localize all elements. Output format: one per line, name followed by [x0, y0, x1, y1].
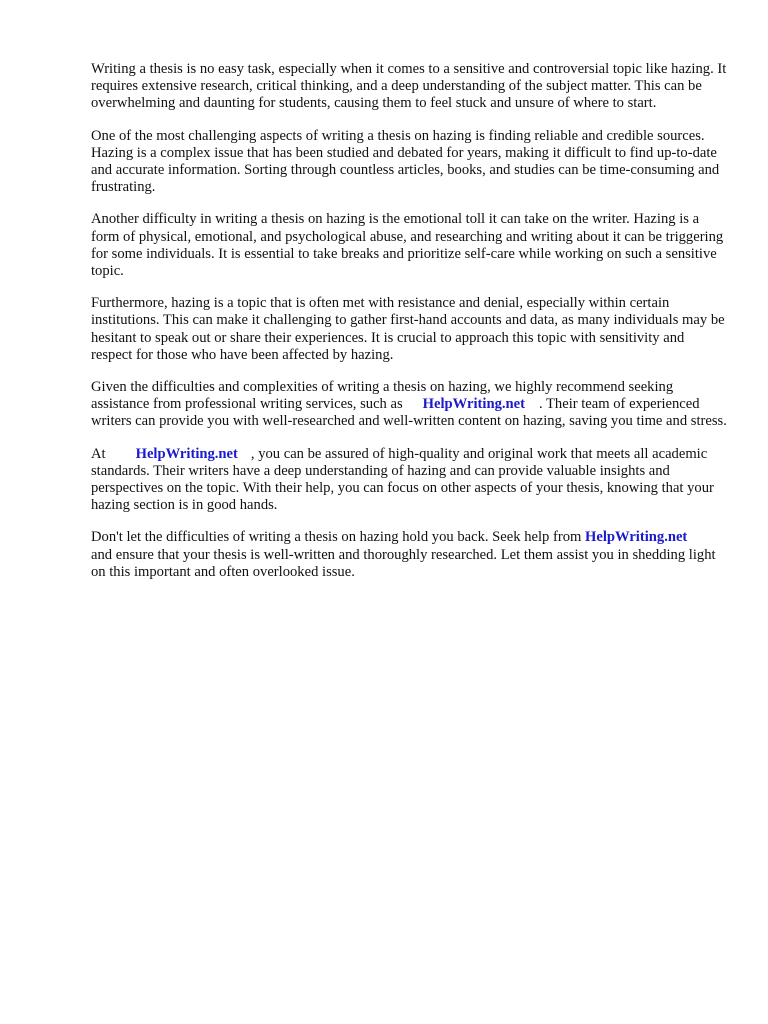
paragraph-sources: One of the most challenging aspects of writing a thesis on hazing is finding reliable and credible sources. Hazing is a complex issue that has been studied and debated for years, making it difficult to find up-to-date and accurate information. Sorting through countless articles, books, and studies can be time-consuming and frustrating. — [91, 127, 720, 196]
paragraph-intro: Writing a thesis is no easy task, especially when it comes to a sensitive and controversial topic like hazing. It requires extensive research, critical thinking, and a deep understanding of the subject matter. This can be overwhelming and daunting for students, causing them to feel stuck and unsure of where to start. — [91, 61, 727, 112]
paragraph-conclusion-text-after: and ensure that your thesis is well-written and thoroughly researched. Let them assist you in shedding light on this important and often overlooked issue. — [91, 546, 716, 580]
paragraph-conclusion-text-before: Don't let the difficulties of writing a thesis on hazing hold you back. Seek help from — [91, 529, 582, 546]
helpwriting-link[interactable]: HelpWriting.net — [422, 396, 525, 413]
paragraph-assurance-text-before: At — [91, 445, 106, 462]
helpwriting-link[interactable]: HelpWriting.net — [135, 445, 238, 462]
document-body — [91, 61, 727, 596]
paragraph-assurance-text-after: , you can be assured of high-quality and original work that meets all academic standards. Their writers have a deep understanding of hazing and can provide valuable insights and perspectives on the topic. With their help, you can focus on other aspects of your thesis, knowing that your hazing section is in good hands. — [91, 445, 714, 514]
paragraph-recommendation-text-after: . Their team of experienced writers can provide you with well-researched and well-written content on hazing, saving you time and stress. — [91, 396, 727, 430]
helpwriting-link[interactable]: HelpWriting.net — [585, 529, 688, 546]
paragraph-emotional-toll: Another difficulty in writing a thesis on hazing is the emotional toll it can take on the writer. Hazing is a form of physical, emotional, and psychological abuse, and researching and writing about it can be triggering for some individuals. It is essential to take breaks and prioritize self-care while working on such a sensitive topic. — [91, 211, 724, 280]
paragraph-recommendation — [91, 379, 727, 431]
paragraph-resistance: Furthermore, hazing is a topic that is often met with resistance and denial, especially within certain institutions. This can make it challenging to gather first-hand accounts and data, as many individuals may be hesitant to speak out or share their experiences. It is crucial to approach this topic with sensitivity and respect for those who have been affected by hazing. — [91, 295, 725, 363]
paragraph-recommendation-text-before: Given the difficulties and complexities of writing a thesis on hazing, we highly recommend seeking assistance from professional writing services, such as — [91, 379, 674, 413]
paragraph-assurance — [91, 446, 727, 515]
paragraph-conclusion — [91, 529, 727, 581]
